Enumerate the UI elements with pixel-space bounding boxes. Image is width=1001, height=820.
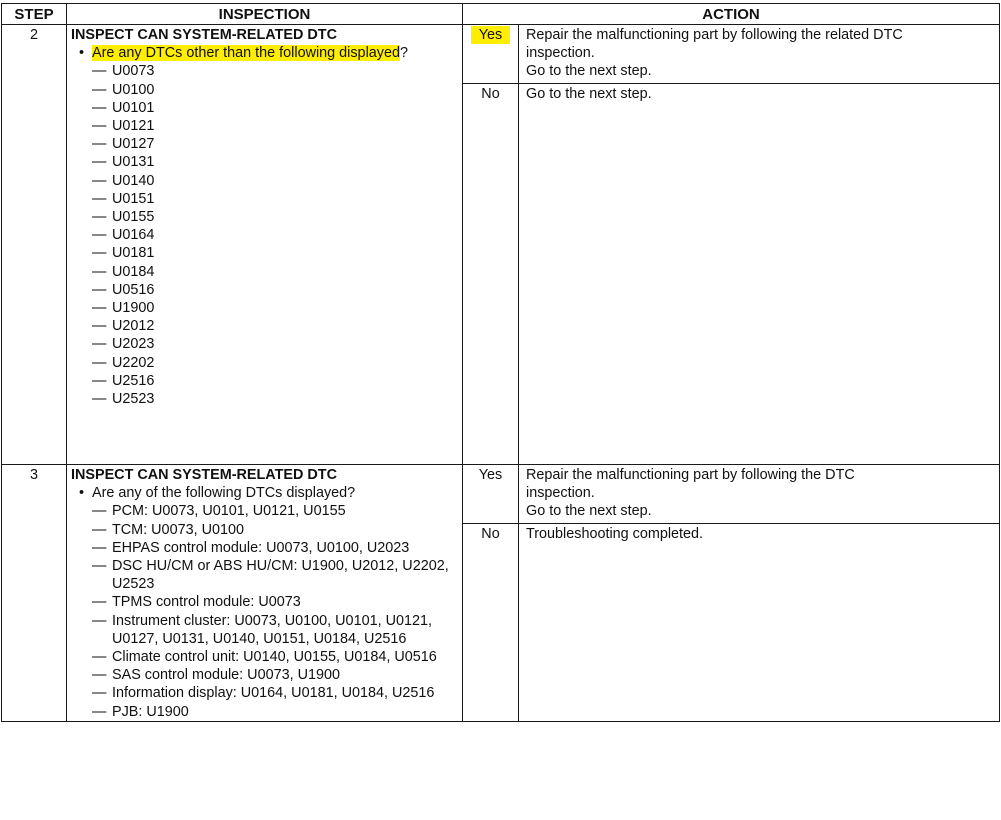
list-item: — U0151 [92, 190, 155, 207]
action-line: Go to the next step. [526, 503, 652, 520]
list-item: — PJB: U1900 [92, 703, 189, 720]
list-item: — U2202 [92, 354, 155, 371]
no-action-cell [519, 524, 1000, 722]
list-item: — Instrument cluster: U0073, U0100, U0101, U0121, U0127, U0131, U0140, U0151, U0184, U2516 [92, 612, 432, 647]
list-item: — U2523 [92, 391, 155, 408]
action-line: Go to the next step. [526, 86, 652, 102]
step-number: 2 [2, 25, 67, 465]
action-line: Troubleshooting completed. [526, 526, 704, 542]
procedure-table [1, 3, 1000, 722]
no-label: No [481, 526, 500, 542]
list-item: — U0184 [92, 263, 155, 280]
yes-label: Yes [471, 26, 510, 44]
list-item: — U1900 [92, 300, 155, 317]
question-tail: ? [399, 45, 408, 62]
inspection-question [71, 44, 458, 62]
step-number: 3 [2, 465, 67, 722]
list-item: — U0516 [92, 281, 155, 298]
list-item: — U2012 [92, 318, 155, 335]
list-item: — DSC HU/CM or ABS HU/CM: U1900, U2012, U2202, U2523 [92, 558, 449, 593]
step-2-yes-row [2, 25, 1000, 84]
action-line: Repair the malfunctioning part by following the DTC [526, 467, 855, 483]
yes-action-cell [519, 25, 1000, 84]
list-item: — U0131 [92, 154, 155, 171]
action-header: ACTION [463, 4, 1000, 25]
action-line: Repair the malfunctioning part by following the related DTC [526, 27, 903, 43]
list-item: — U0073 [92, 63, 155, 80]
dtc-list [71, 62, 458, 408]
yes-label-cell [463, 25, 519, 84]
list-item: — TPMS control module: U0073 [92, 594, 301, 611]
list-item: — EHPAS control module: U0073, U0100, U2023 [92, 539, 410, 556]
list-item: — SAS control module: U0073, U1900 [92, 667, 340, 684]
list-item: — PCM: U0073, U0101, U0121, U0155 [92, 503, 346, 520]
list-item: — U0181 [92, 245, 155, 262]
list-item: — TCM: U0073, U0100 [92, 521, 244, 538]
list-item: — Information display: U0164, U0181, U0184, U2516 [92, 685, 435, 702]
inspection-question: • Are any of the following DTCs displayed? [71, 484, 458, 502]
no-action-cell [519, 84, 1000, 465]
step-2-inspection [67, 25, 463, 465]
list-item: — U0140 [92, 172, 155, 189]
inspection-title: INSPECT CAN SYSTEM-RELATED DTC [71, 27, 337, 43]
list-item: — U2023 [92, 336, 155, 353]
header-row [2, 4, 1000, 25]
action-line: Go to the next step. [526, 63, 652, 80]
no-label-cell [463, 84, 519, 465]
bullet-icon: • [78, 45, 85, 62]
step-header: STEP [2, 4, 67, 25]
no-label: No [481, 86, 500, 102]
list-item: — U0101 [92, 99, 155, 116]
yes-label: Yes [478, 467, 503, 483]
action-line: inspection. [526, 485, 595, 502]
list-item: — U2516 [92, 372, 155, 389]
yes-action-cell [519, 465, 1000, 524]
dtc-list [71, 502, 458, 720]
highlighted-question: Are any DTCs other than the following displayed [92, 45, 400, 62]
inspection-title: INSPECT CAN SYSTEM-RELATED DTC [71, 467, 337, 483]
list-item: — U0155 [92, 209, 155, 226]
list-item: — U0127 [92, 136, 155, 153]
step-3-inspection [67, 465, 463, 722]
inspection-header: INSPECTION [67, 4, 463, 25]
yes-label-cell [463, 465, 519, 524]
step-3-yes-row [2, 465, 1000, 524]
no-label-cell [463, 524, 519, 722]
list-item: — Climate control unit: U0140, U0155, U0184, U0516 [92, 649, 437, 666]
bullet-icon: • [78, 485, 85, 502]
action-line: inspection. [526, 45, 595, 62]
list-item: — U0100 [92, 81, 155, 98]
list-item: — U0164 [92, 227, 155, 244]
list-item: — U0121 [92, 118, 155, 135]
